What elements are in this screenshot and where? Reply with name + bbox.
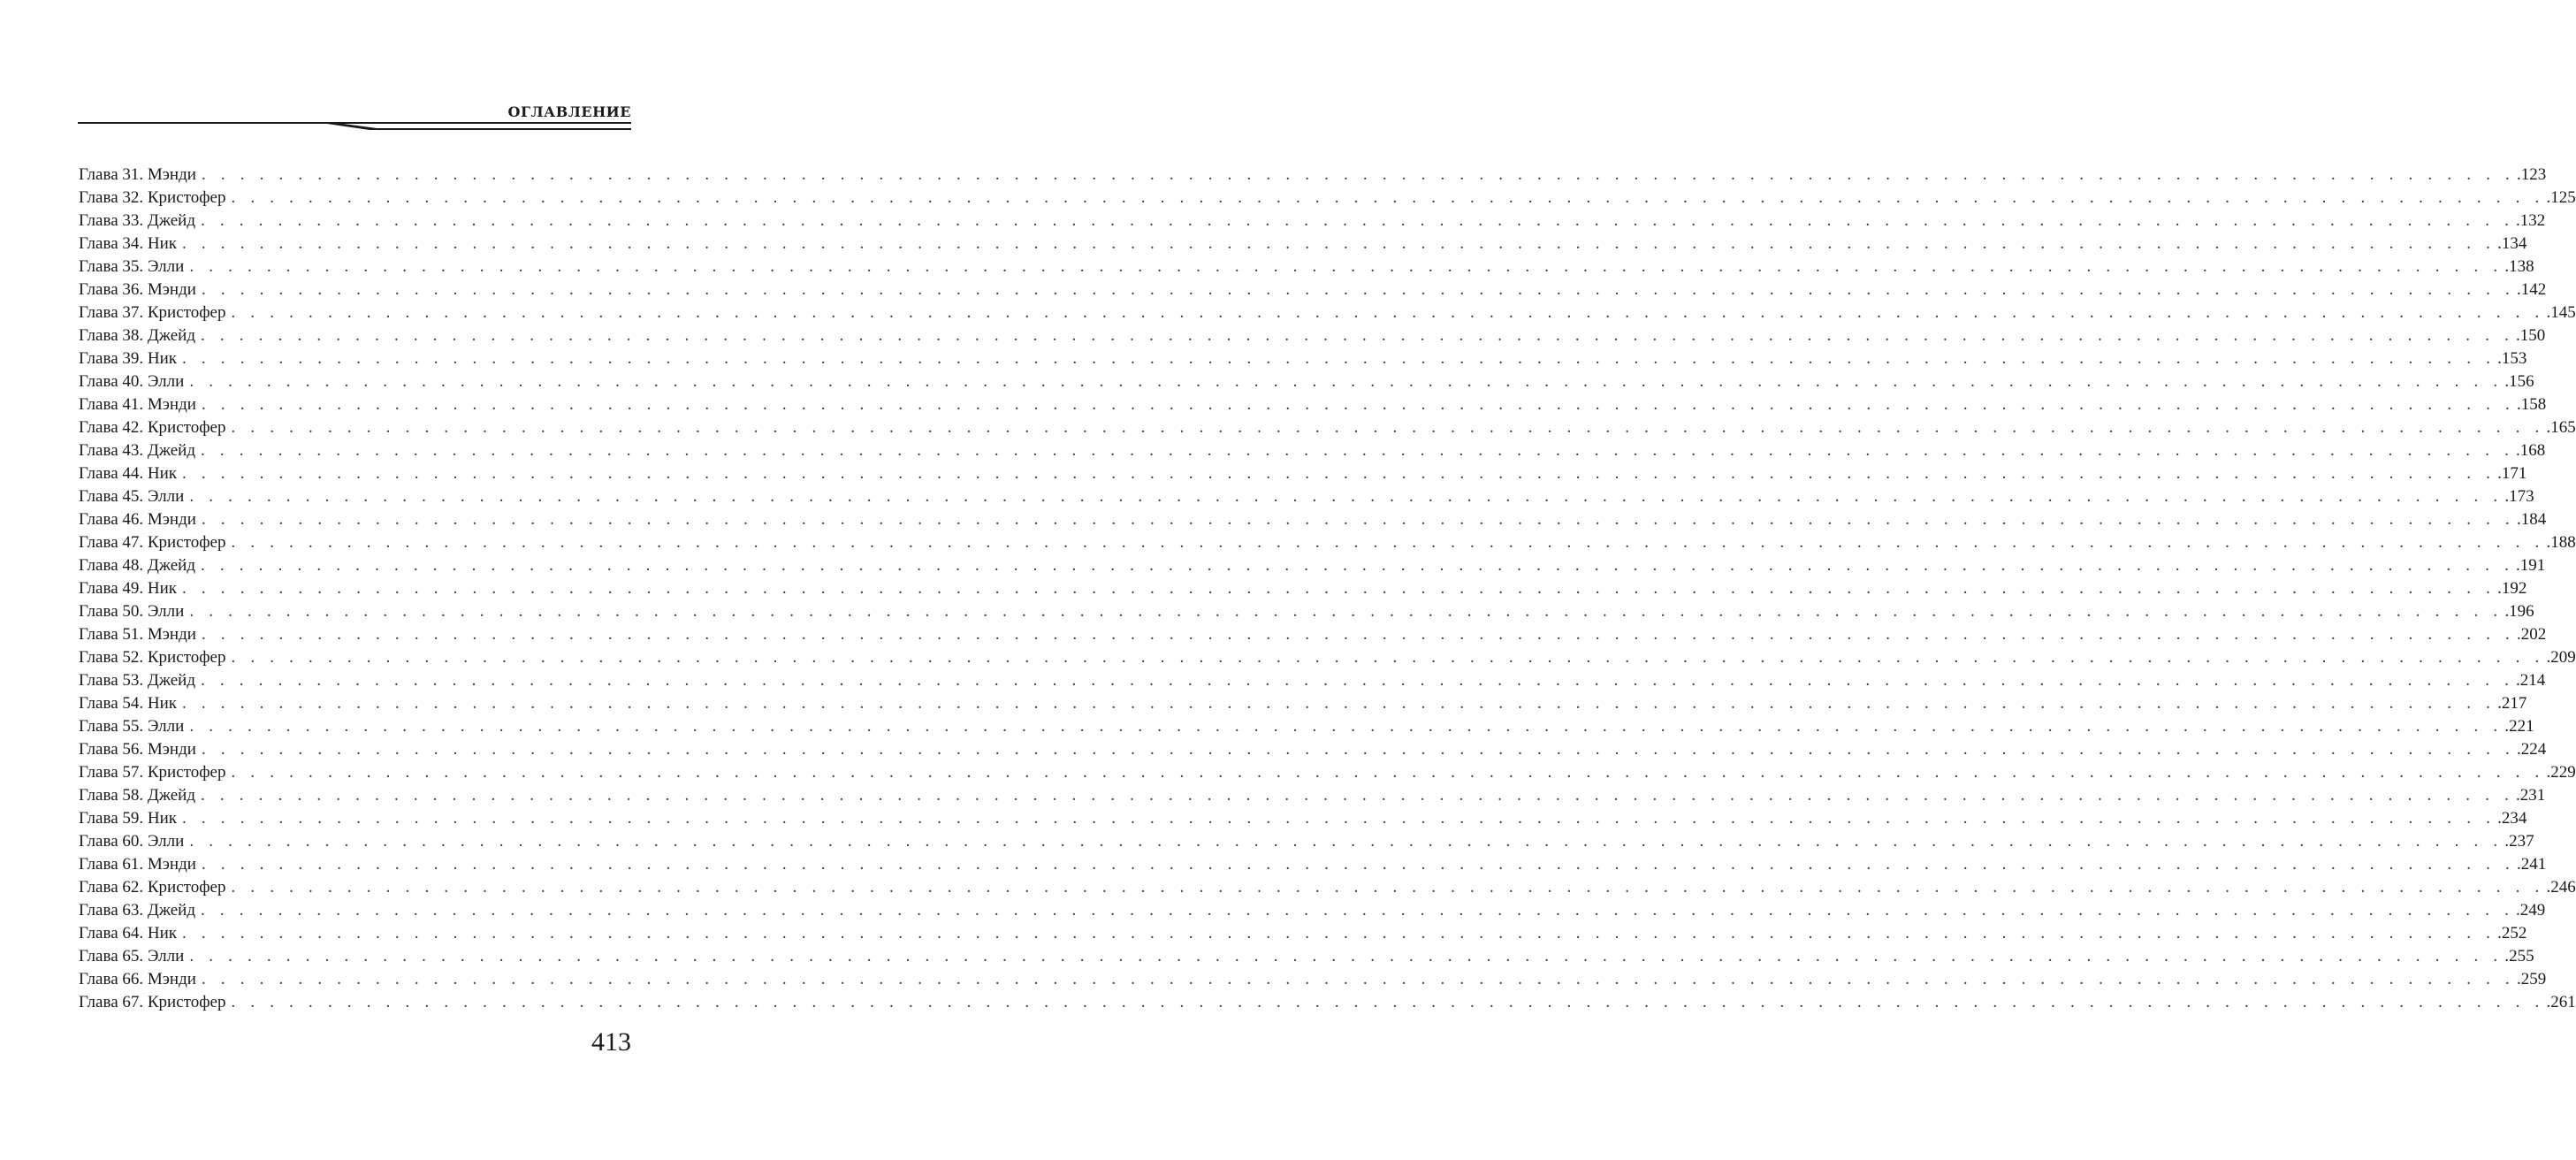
toc-entry-title: Глава 65. Элли <box>79 947 185 965</box>
toc-entry-page: .241 <box>2517 855 2547 874</box>
toc-entry-page: .158 <box>2517 395 2547 414</box>
toc-entry <box>79 922 2527 945</box>
toc-entry-title: Глава 51. Мэнди <box>79 625 196 644</box>
dot-leader: . . . . . . . . . . . . . . . . . . . . . . . . . . . . . . . . . . . . . . . . . . . . . . . . . . . . . . . . . . . . . . . . . . . . . . . . . . . . . . . . . . . . . . . . . . . . . . . . . . . . . . . . . . . . . . . . . . . . . . . . <box>201 395 2515 414</box>
toc-entry-title: Глава 47. Кристофер <box>79 533 226 552</box>
dot-leader: . . . . . . . . . . . . . . . . . . . . . . . . . . . . . . . . . . . . . . . . . . . . . . . . . . . . . . . . . . . . . . . . . . . . . . . . . . . . . . . . . . . . . . . . . . . . . . . . . . . . . . . . . . . . . . . . . . . . . . . . <box>189 947 2504 965</box>
toc-entry-page: .259 <box>2517 970 2547 988</box>
toc-entry <box>79 256 2534 279</box>
toc-entry-title: Глава 31. Мэнди <box>79 165 196 184</box>
dot-leader: . . . . . . . . . . . . . . . . . . . . . . . . . . . . . . . . . . . . . . . . . . . . . . . . . . . . . . . . . . . . . . . . . . . . . . . . . . . . . . . . . . . . . . . . . . . . . . . . . . . . . . . . . . . . . . . . . . . . . . . . <box>189 602 2504 621</box>
toc-entry <box>79 485 2534 508</box>
toc-entry-title: Глава 58. Джейд <box>79 786 195 805</box>
toc-entry-title: Глава 32. Кристофер <box>79 188 226 207</box>
dot-leader: . . . . . . . . . . . . . . . . . . . . . . . . . . . . . . . . . . . . . . . . . . . . . . . . . . . . . . . . . . . . . . . . . . . . . . . . . . . . . . . . . . . . . . . . . . . . . . . . . . . . . . . . . . . . . . . . . . . . . . . . <box>231 303 2545 322</box>
dot-leader: . . . . . . . . . . . . . . . . . . . . . . . . . . . . . . . . . . . . . . . . . . . . . . . . . . . . . . . . . . . . . . . . . . . . . . . . . . . . . . . . . . . . . . . . . . . . . . . . . . . . . . . . . . . . . . . . . . . . . . . . <box>201 740 2515 759</box>
toc-entry-title: Глава 35. Элли <box>79 257 185 276</box>
toc-entry-title: Глава 64. Ник <box>79 924 177 942</box>
toc-entry <box>79 187 2576 210</box>
toc-entry-page: .171 <box>2497 464 2527 483</box>
toc-entry <box>79 554 2546 577</box>
dot-leader: . . . . . . . . . . . . . . . . . . . . . . . . . . . . . . . . . . . . . . . . . . . . . . . . . . . . . . . . . . . . . . . . . . . . . . . . . . . . . . . . . . . . . . . . . . . . . . . . . . . . . . . . . . . . . . . . . . . . . . . . <box>231 533 2545 552</box>
dot-leader: . . . . . . . . . . . . . . . . . . . . . . . . . . . . . . . . . . . . . . . . . . . . . . . . . . . . . . . . . . . . . . . . . . . . . . . . . . . . . . . . . . . . . . . . . . . . . . . . . . . . . . . . . . . . . . . . . . . . . . . . <box>182 694 2496 713</box>
dot-leader: . . . . . . . . . . . . . . . . . . . . . . . . . . . . . . . . . . . . . . . . . . . . . . . . . . . . . . . . . . . . . . . . . . . . . . . . . . . . . . . . . . . . . . . . . . . . . . . . . . . . . . . . . . . . . . . . . . . . . . . . <box>189 487 2504 506</box>
dot-leader: . . . . . . . . . . . . . . . . . . . . . . . . . . . . . . . . . . . . . . . . . . . . . . . . . . . . . . . . . . . . . . . . . . . . . . . . . . . . . . . . . . . . . . . . . . . . . . . . . . . . . . . . . . . . . . . . . . . . . . . . <box>182 234 2496 253</box>
toc-entry <box>79 210 2546 233</box>
dot-leader: . . . . . . . . . . . . . . . . . . . . . . . . . . . . . . . . . . . . . . . . . . . . . . . . . . . . . . . . . . . . . . . . . . . . . . . . . . . . . . . . . . . . . . . . . . . . . . . . . . . . . . . . . . . . . . . . . . . . . . . . <box>182 349 2496 368</box>
toc-entry-title: Глава 37. Кристофер <box>79 303 226 322</box>
toc-entry <box>79 853 2547 876</box>
toc-entry-title: Глава 50. Элли <box>79 602 185 621</box>
toc-entry-page: .252 <box>2497 924 2527 942</box>
toc-entry <box>79 370 2534 393</box>
toc-entry <box>79 301 2576 324</box>
dot-leader: . . . . . . . . . . . . . . . . . . . . . . . . . . . . . . . . . . . . . . . . . . . . . . . . . . . . . . . . . . . . . . . . . . . . . . . . . . . . . . . . . . . . . . . . . . . . . . . . . . . . . . . . . . . . . . . . . . . . . . . . <box>231 763 2545 782</box>
toc-entry <box>79 899 2546 922</box>
toc-entry-page: .142 <box>2517 280 2547 299</box>
toc-entry <box>79 991 2576 1014</box>
toc-entry <box>79 416 2576 439</box>
toc-entry-title: Глава 54. Ник <box>79 694 177 713</box>
dot-leader: . . . . . . . . . . . . . . . . . . . . . . . . . . . . . . . . . . . . . . . . . . . . . . . . . . . . . . . . . . . . . . . . . . . . . . . . . . . . . . . . . . . . . . . . . . . . . . . . . . . . . . . . . . . . . . . . . . . . . . . . <box>200 211 2515 230</box>
toc-entry <box>79 324 2546 347</box>
dot-leader: . . . . . . . . . . . . . . . . . . . . . . . . . . . . . . . . . . . . . . . . . . . . . . . . . . . . . . . . . . . . . . . . . . . . . . . . . . . . . . . . . . . . . . . . . . . . . . . . . . . . . . . . . . . . . . . . . . . . . . . . <box>201 970 2515 988</box>
toc-entry-title: Глава 61. Мэнди <box>79 855 196 874</box>
toc-entry-page: .192 <box>2497 579 2527 598</box>
toc-entry <box>79 945 2534 968</box>
dot-leader: . . . . . . . . . . . . . . . . . . . . . . . . . . . . . . . . . . . . . . . . . . . . . . . . . . . . . . . . . . . . . . . . . . . . . . . . . . . . . . . . . . . . . . . . . . . . . . . . . . . . . . . . . . . . . . . . . . . . . . . . <box>231 648 2545 667</box>
toc-entry-page: .196 <box>2504 602 2534 621</box>
toc-entry-title: Глава 42. Кристофер <box>79 418 226 437</box>
dot-leader: . . . . . . . . . . . . . . . . . . . . . . . . . . . . . . . . . . . . . . . . . . . . . . . . . . . . . . . . . . . . . . . . . . . . . . . . . . . . . . . . . . . . . . . . . . . . . . . . . . . . . . . . . . . . . . . . . . . . . . . . <box>201 510 2515 529</box>
toc-entry-title: Глава 46. Мэнди <box>79 510 196 529</box>
toc-entry-title: Глава 41. Мэнди <box>79 395 196 414</box>
toc-entry-title: Глава 44. Ник <box>79 464 177 483</box>
dot-leader: . . . . . . . . . . . . . . . . . . . . . . . . . . . . . . . . . . . . . . . . . . . . . . . . . . . . . . . . . . . . . . . . . . . . . . . . . . . . . . . . . . . . . . . . . . . . . . . . . . . . . . . . . . . . . . . . . . . . . . . . <box>231 878 2545 897</box>
toc-entry <box>79 784 2546 807</box>
toc-entry-page: .153 <box>2497 349 2527 368</box>
toc-entry <box>79 279 2547 301</box>
toc-entry-page: .191 <box>2516 556 2546 575</box>
dot-leader: . . . . . . . . . . . . . . . . . . . . . . . . . . . . . . . . . . . . . . . . . . . . . . . . . . . . . . . . . . . . . . . . . . . . . . . . . . . . . . . . . . . . . . . . . . . . . . . . . . . . . . . . . . . . . . . . . . . . . . . . <box>182 464 2496 483</box>
dot-leader: . . . . . . . . . . . . . . . . . . . . . . . . . . . . . . . . . . . . . . . . . . . . . . . . . . . . . . . . . . . . . . . . . . . . . . . . . . . . . . . . . . . . . . . . . . . . . . . . . . . . . . . . . . . . . . . . . . . . . . . . <box>201 280 2515 299</box>
toc-entry-title: Глава 45. Элли <box>79 487 185 506</box>
toc-entry-title: Глава 36. Мэнди <box>79 280 196 299</box>
dot-leader: . . . . . . . . . . . . . . . . . . . . . . . . . . . . . . . . . . . . . . . . . . . . . . . . . . . . . . . . . . . . . . . . . . . . . . . . . . . . . . . . . . . . . . . . . . . . . . . . . . . . . . . . . . . . . . . . . . . . . . . . <box>200 901 2515 920</box>
toc-entry <box>79 531 2576 554</box>
toc-entry-page: .132 <box>2516 211 2546 230</box>
toc-entry-page: .165 <box>2546 418 2576 437</box>
toc-entry-title: Глава 33. Джейд <box>79 211 195 230</box>
dot-leader: . . . . . . . . . . . . . . . . . . . . . . . . . . . . . . . . . . . . . . . . . . . . . . . . . . . . . . . . . . . . . . . . . . . . . . . . . . . . . . . . . . . . . . . . . . . . . . . . . . . . . . . . . . . . . . . . . . . . . . . . <box>200 441 2515 460</box>
dot-leader: . . . . . . . . . . . . . . . . . . . . . . . . . . . . . . . . . . . . . . . . . . . . . . . . . . . . . . . . . . . . . . . . . . . . . . . . . . . . . . . . . . . . . . . . . . . . . . . . . . . . . . . . . . . . . . . . . . . . . . . . <box>189 717 2504 736</box>
toc-entry-page: .255 <box>2504 947 2534 965</box>
page-title: ОГЛАВЛЕНИЕ <box>507 103 631 120</box>
toc-entry-page: .184 <box>2517 510 2547 529</box>
toc-entry-title: Глава 48. Джейд <box>79 556 195 575</box>
dot-leader: . . . . . . . . . . . . . . . . . . . . . . . . . . . . . . . . . . . . . . . . . . . . . . . . . . . . . . . . . . . . . . . . . . . . . . . . . . . . . . . . . . . . . . . . . . . . . . . . . . . . . . . . . . . . . . . . . . . . . . . . <box>189 372 2504 391</box>
toc-entry <box>79 876 2576 899</box>
toc-entry <box>79 577 2527 600</box>
header-rule <box>78 120 631 131</box>
dot-leader: . . . . . . . . . . . . . . . . . . . . . . . . . . . . . . . . . . . . . . . . . . . . . . . . . . . . . . . . . . . . . . . . . . . . . . . . . . . . . . . . . . . . . . . . . . . . . . . . . . . . . . . . . . . . . . . . . . . . . . . . <box>231 188 2545 207</box>
toc-entry <box>79 830 2534 853</box>
toc-entry-title: Глава 56. Мэнди <box>79 740 196 759</box>
toc-entry-page: .168 <box>2516 441 2546 460</box>
toc-entry-title: Глава 34. Ник <box>79 234 177 253</box>
toc-entry-page: .217 <box>2497 694 2527 713</box>
dot-leader: . . . . . . . . . . . . . . . . . . . . . . . . . . . . . . . . . . . . . . . . . . . . . . . . . . . . . . . . . . . . . . . . . . . . . . . . . . . . . . . . . . . . . . . . . . . . . . . . . . . . . . . . . . . . . . . . . . . . . . . . <box>189 257 2504 276</box>
toc-entry-page: .261 <box>2546 993 2576 1011</box>
toc-entry <box>79 968 2547 991</box>
toc-entry-title: Глава 43. Джейд <box>79 441 195 460</box>
toc-entry-title: Глава 63. Джейд <box>79 901 195 920</box>
toc-entry-page: .234 <box>2497 809 2527 828</box>
toc-entry-title: Глава 59. Ник <box>79 809 177 828</box>
toc-entry <box>79 600 2534 623</box>
toc-entry-page: .229 <box>2546 763 2576 782</box>
dot-leader: . . . . . . . . . . . . . . . . . . . . . . . . . . . . . . . . . . . . . . . . . . . . . . . . . . . . . . . . . . . . . . . . . . . . . . . . . . . . . . . . . . . . . . . . . . . . . . . . . . . . . . . . . . . . . . . . . . . . . . . . <box>201 165 2515 184</box>
toc-entry-title: Глава 66. Мэнди <box>79 970 196 988</box>
dot-leader: . . . . . . . . . . . . . . . . . . . . . . . . . . . . . . . . . . . . . . . . . . . . . . . . . . . . . . . . . . . . . . . . . . . . . . . . . . . . . . . . . . . . . . . . . . . . . . . . . . . . . . . . . . . . . . . . . . . . . . . . <box>200 556 2515 575</box>
toc-entry-page: .173 <box>2504 487 2534 506</box>
dot-leader: . . . . . . . . . . . . . . . . . . . . . . . . . . . . . . . . . . . . . . . . . . . . . . . . . . . . . . . . . . . . . . . . . . . . . . . . . . . . . . . . . . . . . . . . . . . . . . . . . . . . . . . . . . . . . . . . . . . . . . . . <box>200 326 2515 345</box>
toc-entry-page: .123 <box>2517 165 2547 184</box>
toc-entry <box>79 393 2547 416</box>
toc-entry-page: .145 <box>2546 303 2576 322</box>
dot-leader: . . . . . . . . . . . . . . . . . . . . . . . . . . . . . . . . . . . . . . . . . . . . . . . . . . . . . . . . . . . . . . . . . . . . . . . . . . . . . . . . . . . . . . . . . . . . . . . . . . . . . . . . . . . . . . . . . . . . . . . . <box>182 579 2496 598</box>
toc-entry <box>79 738 2547 761</box>
toc-entry <box>79 439 2546 462</box>
toc-entry-title: Глава 39. Ник <box>79 349 177 368</box>
toc-entry-page: .156 <box>2504 372 2534 391</box>
toc-entry-page: .237 <box>2504 832 2534 851</box>
toc-entry-page: .249 <box>2516 901 2546 920</box>
dot-leader: . . . . . . . . . . . . . . . . . . . . . . . . . . . . . . . . . . . . . . . . . . . . . . . . . . . . . . . . . . . . . . . . . . . . . . . . . . . . . . . . . . . . . . . . . . . . . . . . . . . . . . . . . . . . . . . . . . . . . . . . <box>231 418 2545 437</box>
toc-entry-page: .150 <box>2516 326 2546 345</box>
toc-entry-title: Глава 60. Элли <box>79 832 185 851</box>
toc-entry-page: .231 <box>2516 786 2546 805</box>
toc-entry-title: Глава 40. Элли <box>79 372 185 391</box>
toc-entry <box>79 233 2527 256</box>
dot-leader: . . . . . . . . . . . . . . . . . . . . . . . . . . . . . . . . . . . . . . . . . . . . . . . . . . . . . . . . . . . . . . . . . . . . . . . . . . . . . . . . . . . . . . . . . . . . . . . . . . . . . . . . . . . . . . . . . . . . . . . . <box>182 809 2496 828</box>
dot-leader: . . . . . . . . . . . . . . . . . . . . . . . . . . . . . . . . . . . . . . . . . . . . . . . . . . . . . . . . . . . . . . . . . . . . . . . . . . . . . . . . . . . . . . . . . . . . . . . . . . . . . . . . . . . . . . . . . . . . . . . . <box>182 924 2496 942</box>
page-number: 413 <box>591 1027 631 1057</box>
toc-entry-page: .134 <box>2497 234 2527 253</box>
toc-entry <box>79 508 2547 531</box>
toc-entry-title: Глава 52. Кристофер <box>79 648 226 667</box>
toc-entry-page: .188 <box>2546 533 2576 552</box>
toc-entry-title: Глава 62. Кристофер <box>79 878 226 897</box>
toc-entry-title: Глава 57. Кристофер <box>79 763 226 782</box>
toc-entry <box>79 462 2527 485</box>
dot-leader: . . . . . . . . . . . . . . . . . . . . . . . . . . . . . . . . . . . . . . . . . . . . . . . . . . . . . . . . . . . . . . . . . . . . . . . . . . . . . . . . . . . . . . . . . . . . . . . . . . . . . . . . . . . . . . . . . . . . . . . . <box>189 832 2504 851</box>
dot-leader: . . . . . . . . . . . . . . . . . . . . . . . . . . . . . . . . . . . . . . . . . . . . . . . . . . . . . . . . . . . . . . . . . . . . . . . . . . . . . . . . . . . . . . . . . . . . . . . . . . . . . . . . . . . . . . . . . . . . . . . . <box>200 671 2515 690</box>
toc-entry <box>79 692 2527 715</box>
toc-entry-page: .125 <box>2546 188 2576 207</box>
toc-entry-page: .214 <box>2516 671 2546 690</box>
toc-entry <box>79 715 2534 738</box>
toc-entry-title: Глава 67. Кристофер <box>79 993 226 1011</box>
dot-leader: . . . . . . . . . . . . . . . . . . . . . . . . . . . . . . . . . . . . . . . . . . . . . . . . . . . . . . . . . . . . . . . . . . . . . . . . . . . . . . . . . . . . . . . . . . . . . . . . . . . . . . . . . . . . . . . . . . . . . . . . <box>201 855 2515 874</box>
toc-entry <box>79 347 2527 370</box>
toc-entry-page: .209 <box>2546 648 2576 667</box>
table-of-contents <box>79 164 2576 1014</box>
toc-entry-title: Глава 49. Ник <box>79 579 177 598</box>
toc-entry <box>79 761 2576 784</box>
dot-leader: . . . . . . . . . . . . . . . . . . . . . . . . . . . . . . . . . . . . . . . . . . . . . . . . . . . . . . . . . . . . . . . . . . . . . . . . . . . . . . . . . . . . . . . . . . . . . . . . . . . . . . . . . . . . . . . . . . . . . . . . <box>201 625 2515 644</box>
toc-entry <box>79 623 2547 646</box>
toc-entry-title: Глава 55. Элли <box>79 717 185 736</box>
toc-entry-page: .202 <box>2517 625 2547 644</box>
toc-entry-page: .246 <box>2546 878 2576 897</box>
dot-leader: . . . . . . . . . . . . . . . . . . . . . . . . . . . . . . . . . . . . . . . . . . . . . . . . . . . . . . . . . . . . . . . . . . . . . . . . . . . . . . . . . . . . . . . . . . . . . . . . . . . . . . . . . . . . . . . . . . . . . . . . <box>200 786 2515 805</box>
toc-entry <box>79 164 2547 187</box>
toc-entry-page: .221 <box>2504 717 2534 736</box>
toc-entry-page: .224 <box>2517 740 2547 759</box>
toc-entry-title: Глава 38. Джейд <box>79 326 195 345</box>
toc-entry <box>79 646 2576 669</box>
toc-entry <box>79 807 2527 830</box>
toc-entry-title: Глава 53. Джейд <box>79 671 195 690</box>
toc-entry-page: .138 <box>2504 257 2534 276</box>
toc-entry <box>79 669 2546 692</box>
dot-leader: . . . . . . . . . . . . . . . . . . . . . . . . . . . . . . . . . . . . . . . . . . . . . . . . . . . . . . . . . . . . . . . . . . . . . . . . . . . . . . . . . . . . . . . . . . . . . . . . . . . . . . . . . . . . . . . . . . . . . . . . <box>231 993 2545 1011</box>
